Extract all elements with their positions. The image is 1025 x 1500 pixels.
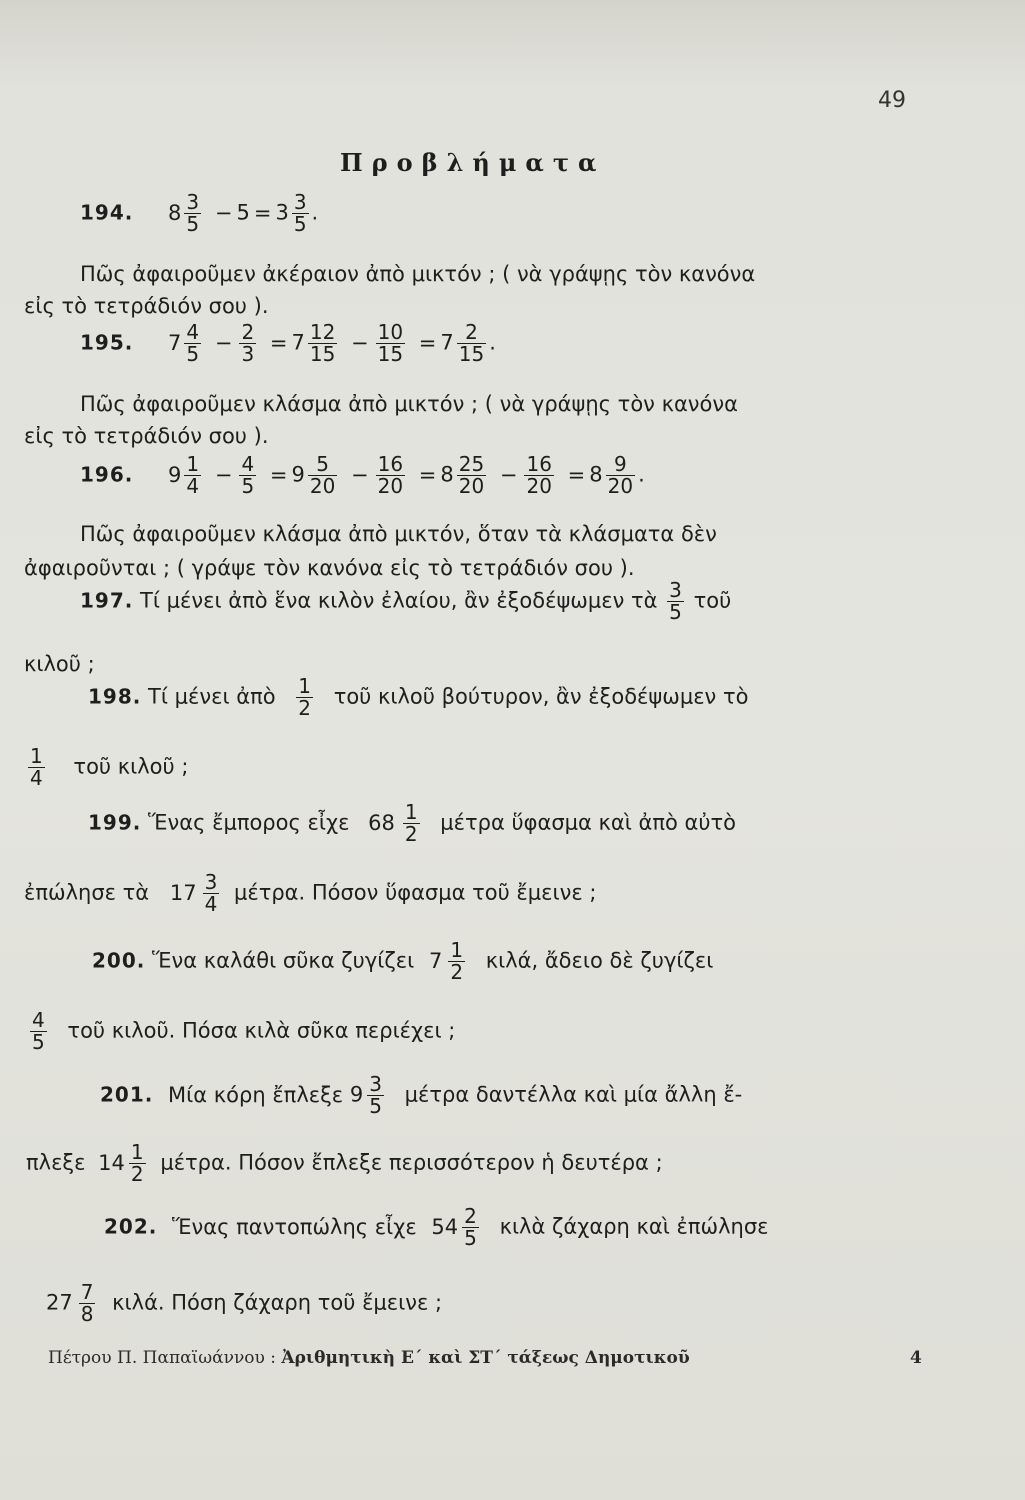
- fraction: $\frac{4}{5}$: [32, 1008, 45, 1054]
- fraction: $\frac{1}{2}$: [130, 1140, 144, 1186]
- problem-200-line2: $\frac{4}{5}$ τοῦ κιλοῦ. Πόσα κιλὰ σῦκα περιέχει ;: [32, 1008, 456, 1054]
- footer-author: Πέτρου Π. Παπαϊωάννου :: [48, 1348, 276, 1368]
- problem-197-line1: 197. Τί μένει ἀπὸ ἕνα κιλὸν ἐλαίου, ἂν ἐξοδέψωμεν τὰ $\frac{3}{5}$ τοῦ: [80, 578, 732, 624]
- problem-number: 200.: [92, 948, 146, 973]
- fraction: $\frac{4}{5}$: [241, 452, 255, 498]
- footer-signature-mark: 4: [910, 1348, 922, 1368]
- problem-number: 202.: [104, 1214, 158, 1239]
- problem-196-question-line1: Πῶς ἀφαιροῦμεν κλάσμα ἀπὸ μικτόν, ὅταν τὰ κλάσματα δὲν: [80, 522, 717, 546]
- fraction: $\frac{3}{5}$: [186, 190, 200, 236]
- problem-198-line2: $\frac{1}{4}$ τοῦ κιλοῦ ;: [30, 744, 189, 790]
- problem-number: 201.: [100, 1082, 154, 1107]
- section-title: Προβλήματα: [340, 148, 606, 177]
- problem-202-line1: 202. Ἕνας παντοπώλης εἶχε 54 $\frac{2}{5}$ κιλὰ ζάχαρη καὶ ἐπώλησε: [104, 1204, 769, 1250]
- problem-195-question-line2: εἰς τὸ τετράδιόν σου ).: [24, 424, 269, 448]
- problem-196-equation: 196. 9 $\frac{1}{4}$ − $\frac{4}{5}$ = 9 $\frac{5}{20}$ − $\frac{16}{20}$ = 8 $\frac{25}{20}$ − $\frac{16}{20}$ = 8 $\frac{9}{20}$ .: [80, 452, 645, 498]
- fraction: $\frac{25}{20}$: [458, 452, 485, 498]
- page-number: 49: [878, 88, 906, 113]
- fraction: $\frac{16}{20}$: [377, 452, 404, 498]
- problem-197-line2: κιλοῦ ;: [24, 652, 95, 676]
- problem-194-question-line1: Πῶς ἀφαιροῦμεν ἀκέραιον ἀπὸ μικτόν ; ( νὰ γράψῃς τὸν κανόνα: [80, 262, 756, 286]
- fraction: $\frac{4}{5}$: [186, 320, 200, 366]
- fraction: $\frac{1}{4}$: [186, 452, 200, 498]
- fraction: $\frac{3}{5}$: [669, 578, 682, 624]
- problem-201-line2: πλεξε 14 $\frac{1}{2}$ μέτρα. Πόσον ἔπλεξε περισσότερον ἡ δευτέρα ;: [26, 1140, 663, 1186]
- fraction: $\frac{16}{20}$: [526, 452, 552, 498]
- fraction: $\frac{9}{20}$: [607, 452, 634, 498]
- problem-198-line1: 198. Τί μένει ἀπὸ $\frac{1}{2}$ τοῦ κιλοῦ βούτυρον, ἂν ἐξοδέψωμεν τὸ: [88, 674, 749, 720]
- footer-book-title: Ἀριθμητικὴ Ε΄ καὶ ΣΤ΄ τάξεως Δημοτικοῦ: [281, 1348, 690, 1368]
- fraction: $\frac{3}{4}$: [204, 870, 218, 916]
- problem-199-line1: 199. Ἕνας ἔμπορος εἶχε 68 $\frac{1}{2}$ μέτρα ὕφασμα καὶ ἀπὸ αὐτὸ: [88, 800, 737, 846]
- problem-number: 198.: [88, 684, 142, 709]
- problem-number: 194.: [80, 200, 134, 225]
- problem-194-equation: 194. 8 $\frac{3}{5}$ − 5 = 3 $\frac{3}{5}$ .: [80, 190, 319, 236]
- problem-200-line1: 200. Ἕνα καλάθι σῦκα ζυγίζει 7 $\frac{1}{2}$ κιλά, ἄδειο δὲ ζυγίζει: [92, 938, 714, 984]
- fraction: $\frac{3}{5}$: [369, 1072, 382, 1118]
- fraction: $\frac{7}{8}$: [80, 1280, 94, 1326]
- fraction: $\frac{3}{5}$: [293, 190, 307, 236]
- fraction: $\frac{5}{20}$: [309, 452, 336, 498]
- fraction: $\frac{2}{3}$: [241, 320, 255, 366]
- problem-196-question-line2: ἀφαιροῦνται ; ( γράψε τὸν κανόνα εἰς τὸ τετράδιόν σου ).: [24, 556, 635, 580]
- fraction: $\frac{10}{15}$: [377, 320, 404, 366]
- fraction: $\frac{12}{15}$: [309, 320, 336, 366]
- problem-195-question-line1: Πῶς ἀφαιροῦμεν κλάσμα ἀπὸ μικτόν ; ( νὰ γράψῃς τὸν κανόνα: [80, 392, 738, 416]
- problem-201-line1: 201. Μία κόρη ἔπλεξε 9 $\frac{3}{5}$ μέτρα δαντέλλα καὶ μία ἄλλη ἔ-: [100, 1072, 743, 1118]
- problem-199-line2: ἐπώλησε τὰ 17 $\frac{3}{4}$ μέτρα. Πόσον ὕφασμα τοῦ ἔμεινε ;: [24, 870, 597, 916]
- fraction: $\frac{1}{2}$: [450, 938, 464, 984]
- problem-194-question-line2: εἰς τὸ τετράδιόν σου ).: [24, 294, 269, 318]
- fraction: $\frac{2}{5}$: [464, 1204, 477, 1250]
- fraction: $\frac{1}{4}$: [30, 744, 43, 790]
- problem-195-equation: 195. 7 $\frac{4}{5}$ − $\frac{2}{3}$ = 7 $\frac{12}{15}$ − $\frac{10}{15}$ = 7 $\frac{2}{15}$ .: [80, 320, 496, 366]
- page-footer: [48, 1348, 922, 1368]
- problem-number: 197.: [80, 588, 134, 613]
- problem-number: 195.: [80, 330, 134, 355]
- problem-number: 199.: [88, 810, 142, 835]
- fraction: $\frac{2}{15}$: [458, 320, 485, 366]
- problem-number: 196.: [80, 462, 134, 487]
- problem-202-line2: 27 $\frac{7}{8}$ κιλά. Πόση ζάχαρη τοῦ ἔμεινε ;: [46, 1280, 443, 1326]
- fraction: $\frac{1}{2}$: [404, 800, 418, 846]
- fraction: $\frac{1}{2}$: [298, 674, 311, 720]
